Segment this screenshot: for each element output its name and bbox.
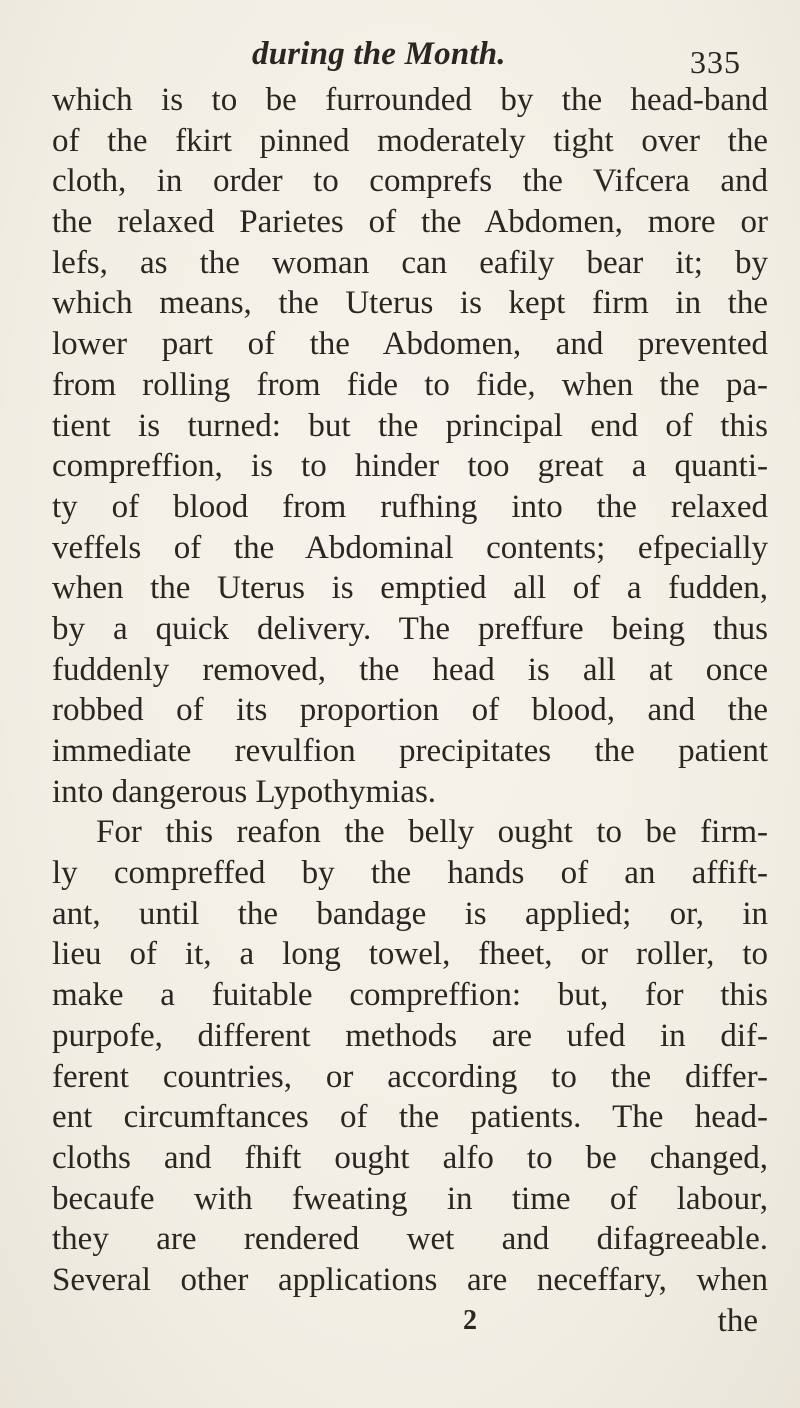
text-line: of the fkirt pinned moderately tight over the (52, 122, 768, 159)
text-line: ant, until the bandage is applied; or, in (52, 895, 768, 932)
text-line: compreffion, is to hinder too great a quanti- (52, 448, 768, 485)
text-line: robbed of its proportion of blood, and the (52, 692, 768, 729)
text-line: ent circumftances of the patients. The head- (52, 1099, 768, 1136)
text-line: lieu of it, a long towel, fheet, or roller, to (52, 936, 768, 973)
text-line: from rolling from fide to fide, when the pa- (52, 366, 768, 403)
text-line: cloth, in order to comprefs the Vifcera and (52, 163, 768, 200)
signature-mark: 2 (463, 1304, 477, 1336)
text-line: tient is turned: but the principal end of this (52, 407, 768, 444)
text-line: make a fuitable compreffion: but, for this (52, 977, 768, 1014)
text-line: ty of blood from rufhing into the relaxed (52, 488, 768, 525)
body-text (52, 80, 768, 1341)
text-line: lower part of the Abdomen, and prevented (52, 326, 768, 363)
catchword: the (717, 1302, 758, 1339)
catch-row (52, 1301, 768, 1342)
text-line: the relaxed Parietes of the Abdomen, more or (52, 204, 768, 241)
text-line: by a quick delivery. The preffure being thus (52, 610, 768, 647)
text-line: veffels of the Abdominal contents; efpecially (52, 529, 768, 566)
text-line: becaufe with fweating in time of labour, (52, 1180, 768, 1217)
text-line: ferent countries, or according to the differ- (52, 1058, 768, 1095)
text-line: into dangerous Lypothymias. (52, 773, 437, 810)
text-line: Several other applications are neceffary, when (52, 1261, 768, 1298)
text-line: they are rendered wet and difagreeable. (52, 1221, 768, 1258)
text-line: which means, the Uterus is kept firm in the (52, 285, 768, 322)
text-line: when the Uterus is emptied all of a fudden, (52, 570, 768, 607)
text-line: cloths and fhift ought alfo to be changed, (52, 1139, 768, 1176)
text-line: ly compreffed by the hands of an affift- (52, 855, 768, 892)
text-line: purpofe, different methods are ufed in dif- (52, 1017, 768, 1054)
text-line: immediate revulfion precipitates the patient (52, 733, 768, 769)
text-line: fuddenly removed, the head is all at once (52, 651, 768, 688)
text-line: For this reafon the belly ought to be firm- (96, 814, 768, 851)
running-head (0, 22, 800, 80)
running-title: during the Month. (252, 36, 506, 72)
text-line: lefs, as the woman can eafily bear it; by (52, 244, 768, 281)
text-line: which is to be furrounded by the head-band (52, 82, 768, 118)
page-number: 335 (690, 44, 741, 80)
